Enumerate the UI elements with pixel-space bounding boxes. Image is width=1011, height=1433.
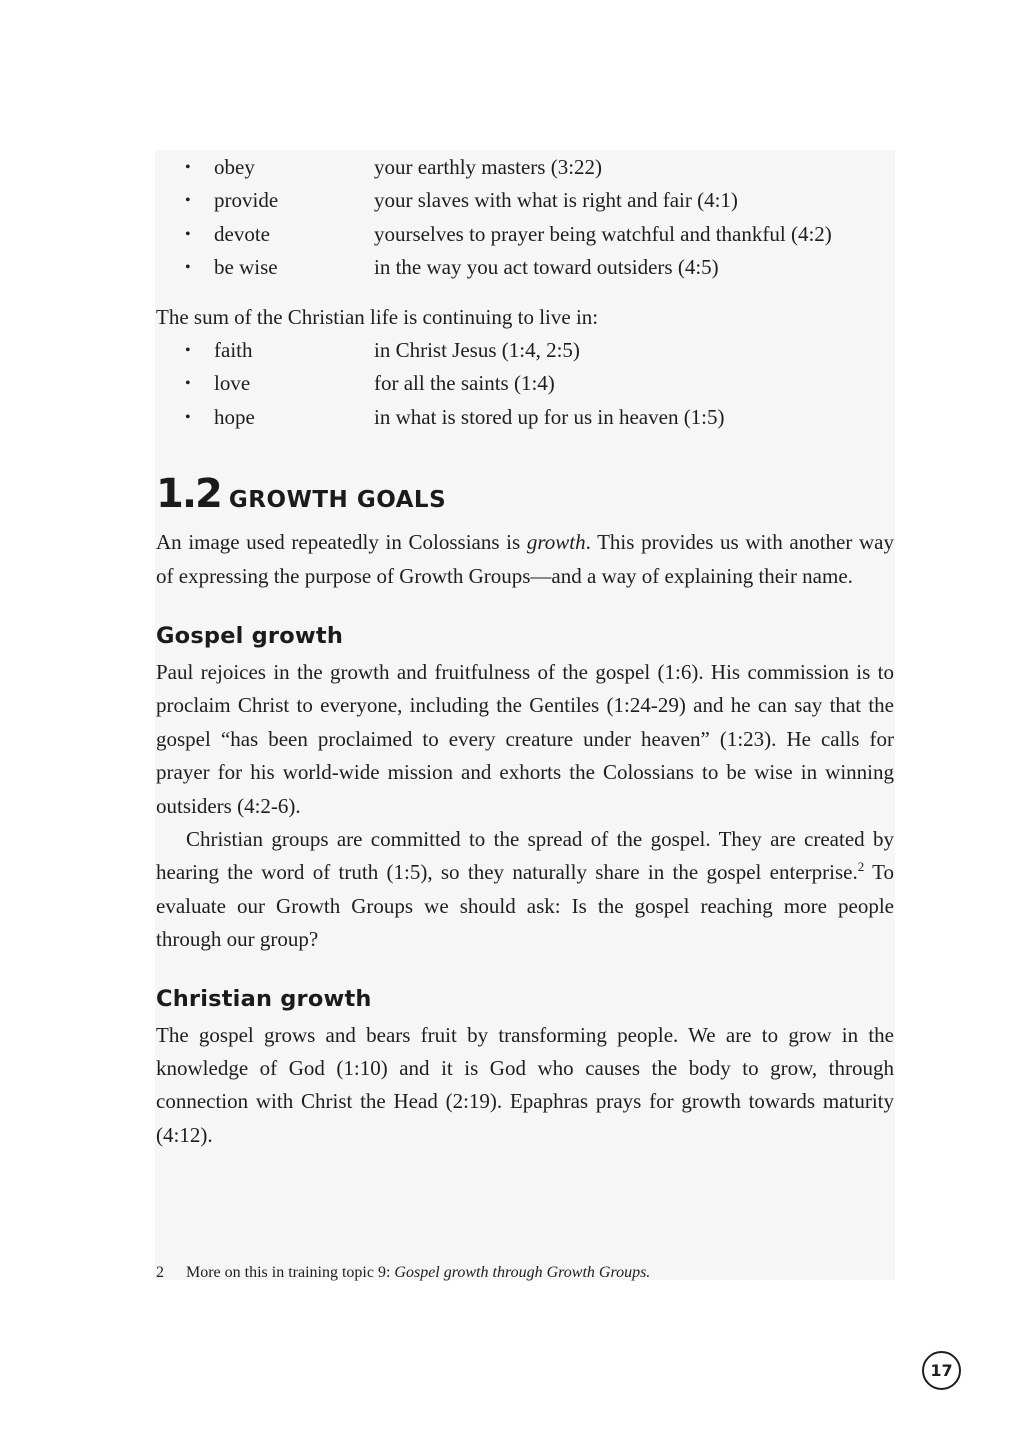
virtues-list xyxy=(156,334,894,434)
bullet-icon: • xyxy=(185,408,191,426)
list-item-term: provide xyxy=(214,188,279,213)
list-item xyxy=(156,334,894,367)
list-item-term: love xyxy=(214,371,251,396)
section-number: 1.2 xyxy=(156,471,221,518)
bullet-icon: • xyxy=(185,225,191,243)
section-intro-text: An image used repeatedly in Colossians is xyxy=(156,530,527,555)
list-item-description: in what is stored up for us in heaven (1:5) xyxy=(374,404,725,429)
paragraph-text: Christian groups are committed to the spread of the gospel. They are created by hearing the word of truth (1:5), so they naturally share in the gospel enterprise. xyxy=(156,826,894,885)
bullet-icon: • xyxy=(185,192,191,210)
footnote-title: Gospel growth through Growth Groups. xyxy=(394,1264,651,1281)
list-item xyxy=(156,218,894,251)
page-content xyxy=(156,150,894,1152)
footnote-text: More on this in training topic 9: xyxy=(186,1264,395,1281)
list-item-description: your earthly masters (3:22) xyxy=(374,155,603,179)
section-heading xyxy=(156,470,894,524)
list-item-term: obey xyxy=(214,155,255,179)
footnote xyxy=(156,1262,894,1284)
bullet-icon: • xyxy=(185,159,191,176)
gospel-growth-paragraph-1: Paul rejoices in the growth and fruitfulness of the gospel (1:6). His commission is to proclaim Christ to everyone, including the Gentiles (1:24-29) and he can say that the gospel “has been proclaimed to every creature under heaven” (1:23). He calls for prayer for his world-wide mission and exhorts the Colossians to be wise in winning outsiders (4:2-6). xyxy=(156,659,894,818)
list-item xyxy=(156,367,894,400)
list-item-term: faith xyxy=(214,337,253,362)
list-item xyxy=(156,184,894,217)
subheading-gospel-growth: Gospel growth xyxy=(156,622,344,649)
list-item-description: for all the saints (1:4) xyxy=(374,371,555,396)
page-number: 17 xyxy=(930,1361,953,1380)
bullet-icon: • xyxy=(185,341,191,359)
list-item xyxy=(156,151,894,184)
list-item-term: hope xyxy=(214,404,255,429)
bullet-icon: • xyxy=(185,259,191,277)
footnote-number: 2 xyxy=(156,1264,164,1281)
section-intro xyxy=(156,526,894,593)
list-item-description: yourselves to prayer being watchful and thankful (4:2) xyxy=(374,221,832,246)
list-item-description: in Christ Jesus (1:4, 2:5) xyxy=(374,337,580,362)
christian-growth-paragraph: The gospel grows and bears fruit by transforming people. We are to grow in the knowledge of God (1:10) and it is God who causes the body to grow, through connection with Christ the Head (2:19). Epaphras prays for growth towards maturity (4:12). xyxy=(156,1022,894,1147)
section-title: GROWTH GOALS xyxy=(228,487,447,514)
page-number-badge xyxy=(922,1351,961,1390)
list-item-description: your slaves with what is right and fair (4:1) xyxy=(374,188,738,213)
section-intro-emphasis: growth xyxy=(526,530,586,555)
subheading-christian-growth: Christian growth xyxy=(156,985,372,1012)
list-item-term: be wise xyxy=(214,255,278,280)
duties-list xyxy=(156,151,894,285)
list-item xyxy=(156,401,894,434)
paragraph-text-end: To evaluate our Growth Groups we should ask: Is the gospel reaching more people through our group? xyxy=(156,860,894,952)
gospel-growth-paragraph-2 xyxy=(156,823,894,957)
footnote-reference: 2 xyxy=(857,859,865,875)
bullet-icon: • xyxy=(185,375,191,393)
section-intro-text-end: . This provides us with another way of expressing the purpose of Growth Groups—and a way of explaining their name. xyxy=(156,530,894,588)
list-item-description: in the way you act toward outsiders (4:5) xyxy=(374,255,719,280)
list-item-term: devote xyxy=(214,221,270,246)
list-item xyxy=(156,251,894,284)
sum-intro: The sum of the Christian life is continuing to live in: xyxy=(156,304,599,329)
